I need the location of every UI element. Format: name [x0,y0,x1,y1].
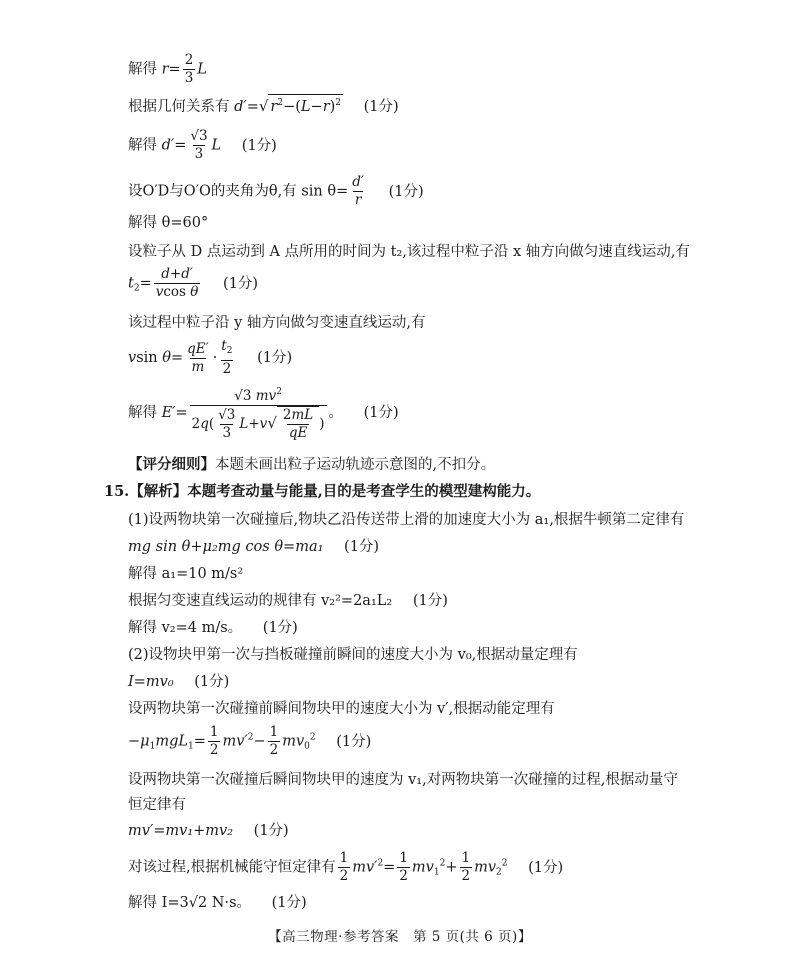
line-geometry-relation: 根据几何关系有 d′=√ $r^2-(L-r)^2$ (1分) [128,94,399,117]
scoring-tag: 【评分细则】 [128,456,215,473]
text: 设两物块第一次碰撞后瞬间物块甲的速度为 v₁,对两物块第一次碰撞的过程,根据动量守 [128,772,678,788]
text: 解得 v₂=4 m/s。 [128,620,243,636]
score-mark: (1分) [388,183,424,200]
text: 本题考查动量与能量,目的是考查学生的模型建构能力。 [187,483,541,500]
line-time-t2 [128,242,690,262]
line-p3 [128,564,243,584]
line-p2 [128,537,379,557]
score-mark: (1分) [363,99,399,115]
line-p9: $-\mu_1mgL_1=$ $\frac{1}{2}$ $mv'^2-$ $\frac{1}{2}$ $mv_0^2$ (1分) [128,724,372,758]
score-mark: (1分) [363,405,399,421]
line-solve-theta [128,213,208,233]
line-scoring-note [128,455,495,475]
score-mark: (1分) [344,539,380,555]
text: 本题未画出粒子运动轨迹示意图的,不扣分。 [215,457,496,473]
score-mark: (1分) [528,859,564,876]
question-number: 15. [104,483,130,500]
score-mark: (1分) [336,733,372,750]
text: 解得 [128,61,157,78]
text: 设两物块第一次碰撞前瞬间物块甲的速度大小为 v′,根据动能定理有 [128,701,555,717]
score-mark: (1分) [257,350,293,366]
line-p12 [128,821,289,841]
line-angle-theta: 设O′D与O′O的夹角为θ,有 sin θ= $\frac{d'}{r}$ (1分) [128,174,424,208]
line-p8 [128,699,555,719]
text: (1)设两物块第一次碰撞后,物块乙沿传送带上滑的加速度大小为 a₁,根据牛顿第二定律有 [128,512,685,528]
text: 解得 [128,405,157,421]
score-mark: (1分) [253,823,289,839]
line-t2-formula: $t_2=$ $\frac{d+d'}{\text{vcos θ}}$ (1分) [128,266,259,300]
text: 该过程中粒子沿 y 轴方向做匀变速直线运动,有 [128,315,426,331]
line-p7 [128,672,229,692]
text: 设O′D与O′O的夹角为θ,有 sin θ= [128,183,349,200]
formula: I=mv₀ [128,674,174,690]
formula: mv′=mv₁+mv₂ [128,823,234,839]
formula: mg sin θ+μ₂mg cos θ=ma₁ [128,539,324,555]
text: (2)设物块甲第一次与挡板碰撞前瞬间的速度大小为 v₀,根据动量定理有 [128,647,578,663]
page-footer: 【高三物理·参考答案 第 5 页(共 6 页)】 [268,929,532,945]
line-solve-d-prime: 解得 d′= $\frac{√3}{3}$ L (1分) [128,128,277,162]
score-mark: (1分) [241,137,277,154]
text: 对该过程,根据机械能守恒定律有 [128,859,336,876]
text: 设粒子从 D 点运动到 A 点所用的时间为 t₂,该过程中粒子沿 x 轴方向做匀速直线运动,有 [128,244,690,260]
line-p10 [128,770,678,790]
question-15-header [104,482,540,502]
analysis-tag: 【解析】 [129,483,188,500]
line-p6 [128,645,578,665]
text: 恒定律有 [128,797,186,813]
text: 解得 θ=60° [128,215,209,231]
text: 根据匀变速直线运动的规律有 v₂²=2a₁L₂ [128,593,393,609]
score-mark: (1分) [262,620,298,636]
line-p5 [128,618,298,638]
line-p13: 对该过程,根据机械能守恒定律有 $\frac{1}{2}$ $mv'^2=$ $\frac{1}{2}$ $mv_1^2+$ $\frac{1}{2}$ $mv_2^2$ (1分) [128,850,564,884]
line-p1 [128,510,684,530]
score-mark: (1分) [194,674,230,690]
score-mark: (1分) [271,895,307,911]
line-y-direction [128,313,426,333]
score-mark: (1分) [412,593,448,609]
line-solve-e-prime: 解得 E′= √3 $mv^2$ 2q( $\frac{√3}{3}$ L+v√ $\frac{2mL}{qE}$ ) 。 (1分) [128,387,399,441]
line-p11 [128,795,186,815]
text: 解得 [128,137,157,154]
line-p4 [128,591,448,611]
score-mark: (1分) [223,275,259,292]
text: 根据几何关系有 [128,99,230,115]
line-y-formula: vsin θ= $\frac{qE'}{m}$ · $\frac{t_2}{2}$ (1分) [128,338,293,377]
text: 解得 a₁=10 m/s² [128,566,244,582]
line-solve-r: 解得 r= $\frac{2}{3}$ L [128,52,207,86]
text: 解得 I=3√2 N·s。 [128,895,252,911]
line-p14 [128,893,307,913]
